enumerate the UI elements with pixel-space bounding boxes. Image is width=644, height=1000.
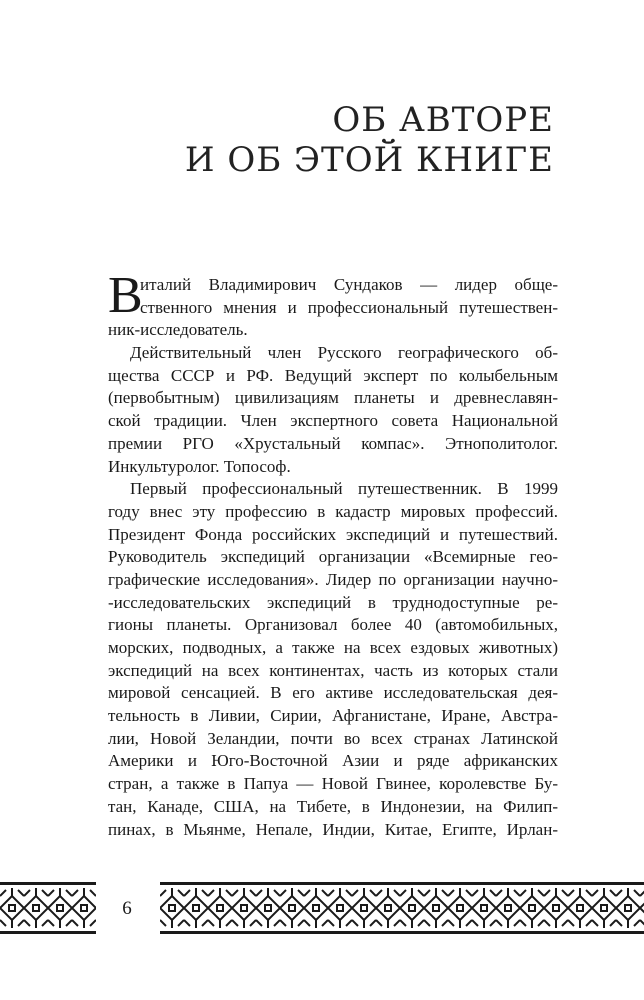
text-line: -исследовательских экспедиций в труднодоступные ре- xyxy=(108,592,558,612)
text-line: тельность в Ливии, Сирии, Афганистане, Иране, Австра- xyxy=(108,706,558,726)
text-line: графические исследования». Лидер по организации научно- xyxy=(108,569,558,589)
text-line: мировой сенсацией. В его активе исследовательская дея- xyxy=(108,683,558,703)
page-footer xyxy=(0,882,644,934)
text-line: Президент Фонда российских экспедиций и путешествий. xyxy=(108,524,558,544)
text-line: Первый профессиональный путешественник. В 1999 xyxy=(130,479,558,499)
chapter-title xyxy=(185,100,554,180)
text-line: Америки и Юго-Восточной Азии и ряде африканских xyxy=(108,751,558,771)
drop-cap: В xyxy=(108,267,143,324)
text-line: (первобытным) цивилизациям планеты и древнеславян- xyxy=(108,388,558,408)
text-line: году внес эту профессию в кадастр мировых профессий. xyxy=(108,501,558,521)
page-number: 6 xyxy=(122,898,132,919)
text-line: щества СССР и РФ. Ведущий эксперт по колыбельным xyxy=(108,365,558,385)
text-line: В италий Владимирович Сундаков — лидер обще- xyxy=(108,267,558,324)
chapter-title-line-1: ОБ АВТОРЕ xyxy=(332,100,554,140)
text-line: Действительный член Русского географического об- xyxy=(130,343,558,363)
text-line: лии, Новой Зеландии, почти во всех странах Латинской xyxy=(108,728,558,748)
text-line: экспедиций на всех континентах, часть из которых стали xyxy=(108,660,558,680)
text-line: премии РГО «Хрустальный компас». Этнополитолог. xyxy=(108,433,558,453)
text-line: ственного мнения и профессиональный путешествен- xyxy=(140,297,558,317)
text-line: стран, а также в Папуа — Новой Гвинее, королевстве Бу- xyxy=(108,774,558,794)
text-line: морских, подводных, а также на всех ездовых животных) xyxy=(108,638,558,657)
text-line: пинах, в Мьянме, Непале, Индии, Китае, Египте, Ирлан- xyxy=(108,819,558,839)
body-text xyxy=(108,267,558,841)
text-line: ской традиции. Член экспертного совета Национальной xyxy=(108,411,558,431)
chapter-title-line-2: И ОБ ЭТОЙ КНИГЕ xyxy=(184,140,554,180)
text-line: гионы планеты. Организовал более 40 (автомобильных, xyxy=(108,615,558,635)
ornament-band-left xyxy=(0,882,96,934)
text-line: тан, Канаде, США, на Тибете, в Индонезии, на Филип- xyxy=(108,796,558,816)
text-line: Руководитель экспедиций организации «Всемирные гео- xyxy=(108,547,558,567)
ornament-band-right xyxy=(160,882,644,934)
text-line: Инкультуролог. Топософ. xyxy=(108,456,291,476)
text-line: ник-исследователь. xyxy=(108,320,248,340)
